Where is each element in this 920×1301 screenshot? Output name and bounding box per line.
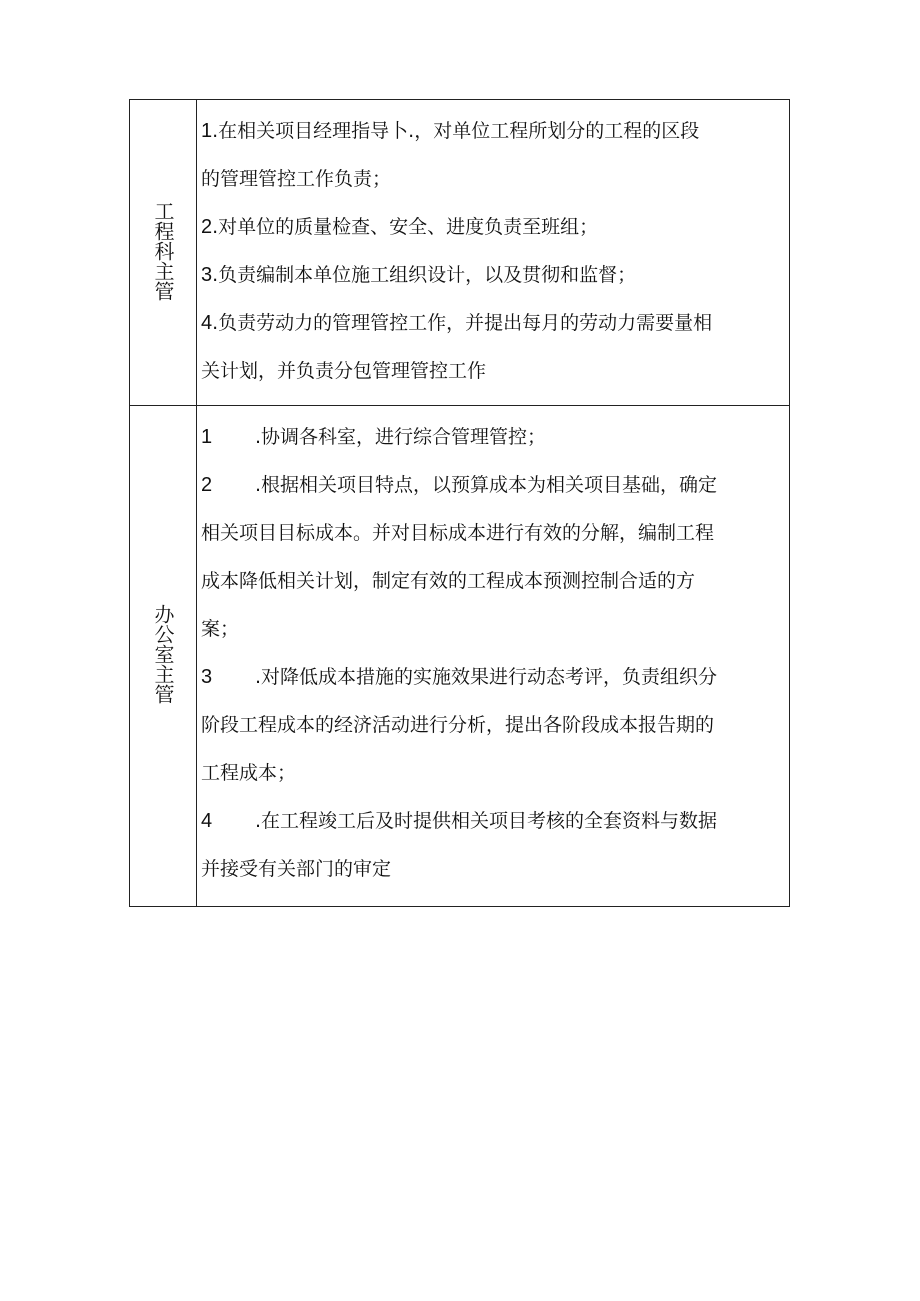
duty-line [201,605,785,653]
duty-text: .在相关项目经理指导卜.，对单位工程所划分的工程的区段 [212,120,700,142]
role-cell [130,406,197,907]
duty-text: 关计划，并负责分包管理管控工作 [201,360,487,382]
item-number: 2 [201,474,213,496]
duty-line [201,461,785,509]
duty-text: 相关项目目标成本。并对目标成本进行有效的分解，编制工程 [201,522,715,544]
duty-line [201,347,785,395]
duty-text: 案； [201,618,240,640]
duty-line [201,797,785,845]
item-number: 1 [201,120,213,142]
duty-text: .协调各科室，进行综合管理管控； [255,426,547,448]
duty-text: .对单位的质量检查、安全、进度负责至班组； [212,216,599,238]
duty-text: 工程成本； [201,762,297,784]
duty-line [201,701,785,749]
item-number: 4 [201,810,213,832]
duty-text: 成本降低相关计划，制定有效的工程成本预测控制合适的方 [201,570,696,592]
duty-text: .负责劳动力的管理管控工作，并提出每月的劳动力需要量相 [212,312,713,334]
duty-line [201,155,785,203]
table-row-engineering-manager [130,100,790,406]
item-number: 2 [201,216,213,238]
role-cell [130,100,197,406]
duty-cell [197,100,790,406]
role-label: 办公室主管 [151,604,175,704]
duty-line [201,203,785,251]
duty-line [201,251,785,299]
duty-line [201,299,785,347]
duty-text: .根据相关项目特点，以预算成本为相关项目基础，确定 [255,474,718,496]
role-label: 工程科主管 [151,200,175,301]
duty-line [201,509,785,557]
duty-text: 阶段工程成本的经济活动进行分析，提出各阶段成本报告期的 [201,714,715,736]
duty-line [201,749,785,797]
table-row-office-manager [130,406,790,907]
duty-text: 并接受有关部门的审定 [201,858,392,880]
duty-cell [197,406,790,907]
item-number: 4 [201,312,213,334]
item-number: 3 [201,264,213,286]
duty-text: .对降低成本措施的实施效果进行动态考评，负责组织分 [255,666,718,688]
responsibility-table [129,99,790,907]
duty-text: .在工程竣工后及时提供相关项目考核的全套资料与数据 [255,810,718,832]
duty-line [201,413,785,461]
item-number: 3 [201,666,213,688]
item-number: 1 [201,426,213,448]
duty-line [201,557,785,605]
duty-line [201,653,785,701]
duty-line [201,845,785,893]
duty-text: 的管理管控工作负责； [201,168,392,190]
duty-text: .负责编制本单位施工组织设计，以及贯彻和监督； [212,264,637,286]
duty-line [201,107,785,155]
